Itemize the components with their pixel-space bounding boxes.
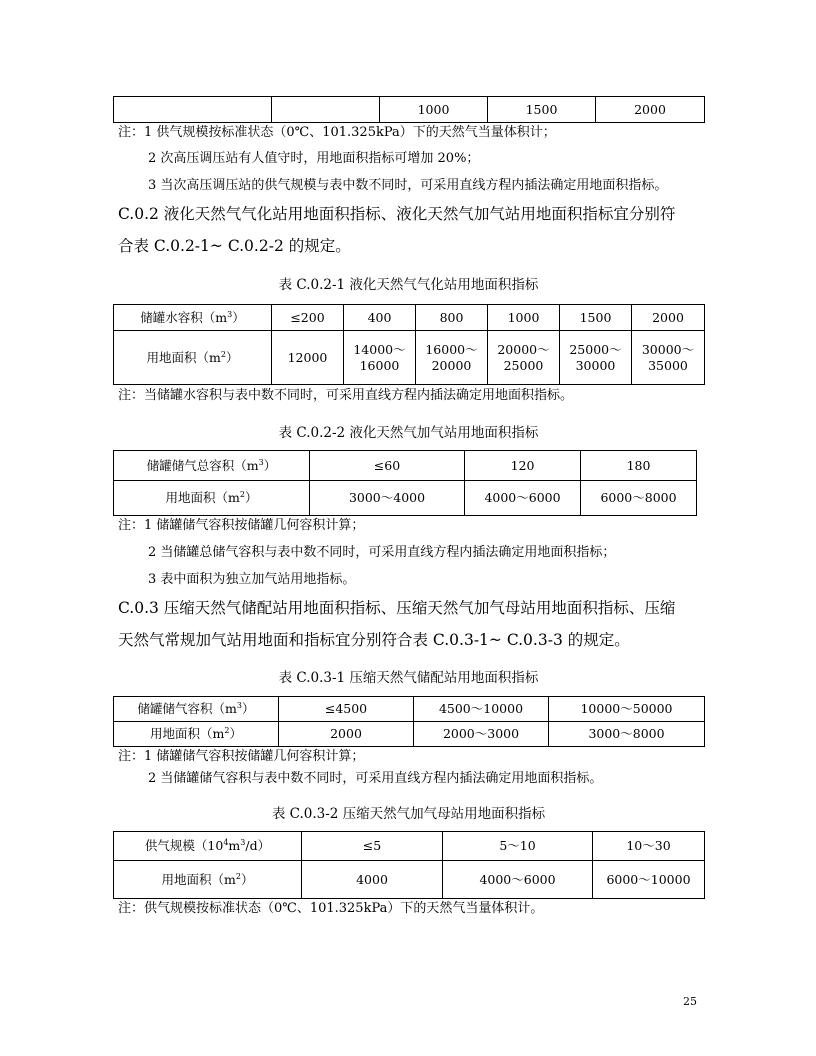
- row-header-cell: 储罐储气容积$(m^3)$: [114, 697, 279, 722]
- note-line: 注：1 供气规模按标准状态（0℃、101.325kPa）下的天然气当量体积计；: [118, 125, 556, 140]
- note-line: 注：1 储罐储气容积按储罐几何容积计算；: [118, 749, 365, 764]
- table-cell: 1000: [380, 97, 488, 123]
- row-header-cell: 储罐水容积$(m^3)$: [114, 305, 272, 331]
- table-cell: 20000～ 25000: [488, 331, 560, 385]
- table-cell: 4000～6000: [443, 861, 593, 899]
- row-header-cell: 用地面积$(m^2)$: [114, 722, 279, 747]
- table-cell: 6000～8000: [581, 481, 697, 516]
- table-cell: 3000～8000: [549, 722, 705, 747]
- paragraph-line: 合表 C.0.2-1~ C.0.2-2 的规定。: [118, 237, 351, 255]
- note-line: 2 当储罐总储气容积与表中数不同时，可采用直线方程内插法确定用地面积指标；: [148, 545, 616, 560]
- row-header-cell: 用地面积$(m^2)$: [114, 481, 310, 516]
- table-c022: [113, 450, 697, 516]
- table-cell: 10～30: [593, 832, 705, 861]
- paragraph-line: C.0.2 液化天然气气化站用地面积指标、液化天然气加气站用地面积指标宜分别符: [118, 205, 676, 223]
- table-cell: 2000: [632, 305, 705, 331]
- table-cell: 180: [581, 451, 697, 481]
- table-cell: 14000～ 16000: [344, 331, 416, 385]
- table-caption: 表 C.0.2-2 液化天然气加气站用地面积指标: [278, 425, 539, 441]
- note-line: 3 表中面积为独立加气站用地指标。: [148, 572, 356, 587]
- note-line: 注：1 储罐储气容积按储罐几何容积计算；: [118, 518, 365, 533]
- table-cell: 12000: [272, 331, 344, 385]
- table-cell: 4500～10000: [414, 697, 549, 722]
- row-header-cell: 用地面积$(m^2)$: [114, 861, 302, 899]
- table-cell: 16000～ 20000: [416, 331, 488, 385]
- table-cell: 2000: [596, 97, 705, 123]
- table-top-fragment: [113, 96, 705, 123]
- table-cell: 1500: [560, 305, 632, 331]
- note-line: 注：当储罐水容积与表中数不同时，可采用直线方程内插法确定用地面积指标。: [118, 388, 574, 403]
- table-caption: 表 C.0.3-2 压缩天然气加气母站用地面积指标: [271, 806, 546, 822]
- table-cell: 4000: [302, 861, 443, 899]
- table-cell: 120: [465, 451, 581, 481]
- table-cell: 5～10: [443, 832, 593, 861]
- table-cell: [272, 97, 380, 123]
- table-cell: 4000～6000: [465, 481, 581, 516]
- row-header-cell: 用地面积$(m^2)$: [114, 331, 272, 385]
- table-cell: 6000～10000: [593, 861, 705, 899]
- table-cell: [114, 97, 272, 123]
- table-cell: 25000～ 30000: [560, 331, 632, 385]
- table-c031: [113, 696, 705, 747]
- table-cell: ≤60: [310, 451, 465, 481]
- table-cell: 3000～4000: [310, 481, 465, 516]
- table-cell: ≤5: [302, 832, 443, 861]
- table-cell: 2000～3000: [414, 722, 549, 747]
- row-header-cell: 供气规模$(10^4m^3/d)$: [114, 832, 302, 861]
- table-caption: 表 C.0.2-1 液化天然气气化站用地面积指标: [278, 277, 539, 293]
- row-header-cell: 储罐储气总容积$(m^3)$: [114, 451, 310, 481]
- table-c021: [113, 304, 705, 385]
- note-line: 注：供气规模按标准状态（0℃、101.325kPa）下的天然气当量体积计。: [118, 901, 544, 916]
- note-line: 2 当储罐储气容积与表中数不同时，可采用直线方程内插法确定用地面积指标。: [148, 771, 603, 786]
- note-line: 3 当次高压调压站的供气规模与表中数不同时，可采用直线方程内插法确定用地面积指标。: [148, 178, 668, 193]
- table-c032: [113, 831, 705, 899]
- paragraph-line: C.0.3 压缩天然气储配站用地面积指标、压缩天然气加气母站用地面积指标、压缩: [118, 599, 676, 617]
- table-cell: 800: [416, 305, 488, 331]
- page-number: 25: [683, 995, 697, 1008]
- table-cell: 30000～ 35000: [632, 331, 705, 385]
- table-cell: 10000～50000: [549, 697, 705, 722]
- table-cell: ≤200: [272, 305, 344, 331]
- table-cell: 1500: [488, 97, 596, 123]
- paragraph-line: 天然气常规加气站用地面和指标宜分别符合表 C.0.3-1~ C.0.3-3 的规定。: [118, 631, 630, 649]
- table-caption: 表 C.0.3-1 压缩天然气储配站用地面积指标: [278, 670, 539, 686]
- table-cell: ≤4500: [279, 697, 414, 722]
- table-cell: 400: [344, 305, 416, 331]
- table-cell: 1000: [488, 305, 560, 331]
- note-line: 2 次高压调压站有人值守时，用地面积指标可增加 20%；: [148, 151, 480, 166]
- table-cell: 2000: [279, 722, 414, 747]
